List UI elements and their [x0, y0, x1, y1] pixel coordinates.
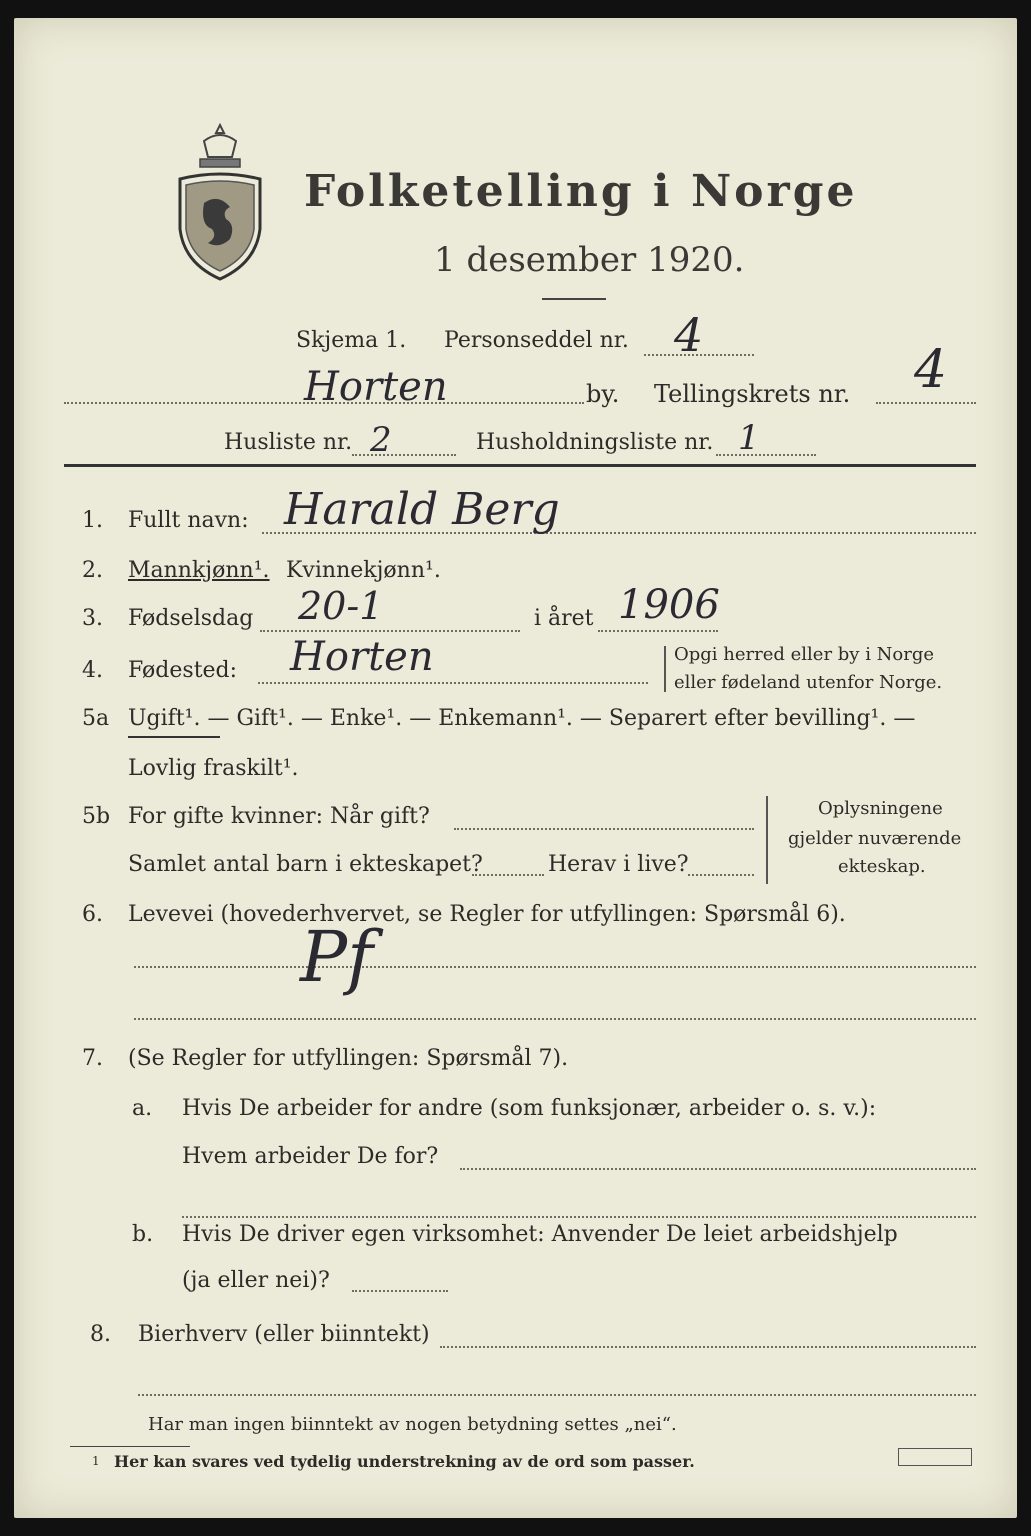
q5b-number: 5b	[82, 804, 111, 829]
q7a-line-2: Hvem arbeider De for?	[182, 1144, 439, 1169]
q8-number: 8.	[90, 1322, 111, 1347]
q5b-note-3: ekteskap.	[838, 856, 926, 877]
biinntekt-note: Har man ingen biinntekt av nogen betydning settes „nei“.	[148, 1414, 677, 1435]
q5b-note-1: Oplysningene	[818, 798, 943, 819]
q7a-letter: a.	[132, 1096, 153, 1121]
husliste-value[interactable]: 2	[370, 420, 392, 460]
q4-note-1: Opgi herred eller by i Norge	[674, 644, 935, 665]
birthdate-value[interactable]: 20-1	[298, 584, 384, 628]
male-option[interactable]: Mannkjønn¹.	[128, 558, 270, 583]
marital-status-options[interactable]: Ugift¹. — Gift¹. — Enke¹. — Enkemann¹. — Separert efter bevilling¹. —	[128, 706, 916, 731]
q3-year-label: i året	[534, 606, 594, 631]
q5b-married-when: For gifte kvinner: Når gift?	[128, 804, 430, 829]
form-date: 1 desember 1920.	[434, 240, 745, 280]
q1-label: Fullt navn:	[128, 508, 249, 533]
printer-stamp-icon	[898, 1448, 972, 1466]
personseddel-value[interactable]: 4	[674, 308, 704, 362]
q6-label: Levevei (hovederhvervet, se Regler for utfyllingen: Spørsmål 6).	[128, 902, 846, 927]
q7b-line-1: Hvis De driver egen virksomhet: Anvender De leiet arbeidshjelp	[182, 1222, 898, 1247]
birth-year-value[interactable]: 1906	[618, 582, 720, 628]
ugift-underline	[128, 736, 220, 738]
q4-number: 4.	[82, 658, 103, 683]
full-name-value[interactable]: Harald Berg	[284, 484, 560, 535]
q4-label: Fødested:	[128, 658, 238, 683]
marital-status-divorced[interactable]: Lovlig fraskilt¹.	[128, 756, 299, 781]
by-label: by.	[586, 380, 620, 408]
q2-number: 2.	[82, 558, 103, 583]
q5b-alive-label: Herav i live?	[548, 852, 689, 877]
husliste-label: Husliste nr.	[224, 430, 353, 455]
tellingskrets-value[interactable]: 4	[914, 340, 948, 400]
q7-number: 7.	[82, 1046, 103, 1071]
footnote-text: Her kan svares ved tydelig understrekning av de ord som passer.	[114, 1452, 695, 1471]
q7b-letter: b.	[132, 1222, 154, 1247]
footnote-marker: 1	[92, 1454, 100, 1468]
birthplace-value[interactable]: Horten	[290, 634, 434, 680]
title-divider	[542, 298, 606, 300]
census-form	[14, 18, 1017, 1518]
q3-number: 3.	[82, 606, 103, 631]
form-title: Folketelling i Norge	[304, 166, 858, 217]
husholdningsliste-label: Husholdningsliste nr.	[476, 430, 714, 455]
q8-label: Bierhverv (eller biinntekt)	[138, 1322, 430, 1347]
tellingskrets-label: Tellingskrets nr.	[654, 380, 851, 408]
q5b-children-label: Samlet antal barn i ekteskapet?	[128, 852, 483, 877]
female-option[interactable]: Kvinnekjønn¹.	[286, 558, 441, 583]
norwegian-lion-coat-of-arms-icon	[174, 123, 266, 283]
q4-note-2: eller fødeland utenfor Norge.	[674, 672, 943, 693]
personseddel-label: Personseddel nr.	[444, 328, 629, 353]
by-value[interactable]: Horten	[304, 364, 448, 410]
skjema-label: Skjema 1.	[296, 328, 407, 353]
header-rule	[64, 464, 976, 467]
q3-label: Fødselsdag	[128, 606, 254, 631]
husholdningsliste-value[interactable]: 1	[738, 418, 760, 458]
occupation-value[interactable]: Pf	[300, 916, 374, 998]
q1-number: 1.	[82, 508, 103, 533]
q5a-number: 5a	[82, 706, 110, 731]
q7b-line-2: (ja eller nei)?	[182, 1268, 330, 1293]
q6-number: 6.	[82, 902, 103, 927]
q5b-note-2: gjelder nuværende	[788, 828, 962, 849]
q7-label: (Se Regler for utfyllingen: Spørsmål 7).	[128, 1046, 569, 1071]
q7a-line-1: Hvis De arbeider for andre (som funksjonær, arbeider o. s. v.):	[182, 1096, 877, 1121]
footnote-rule	[70, 1446, 190, 1447]
